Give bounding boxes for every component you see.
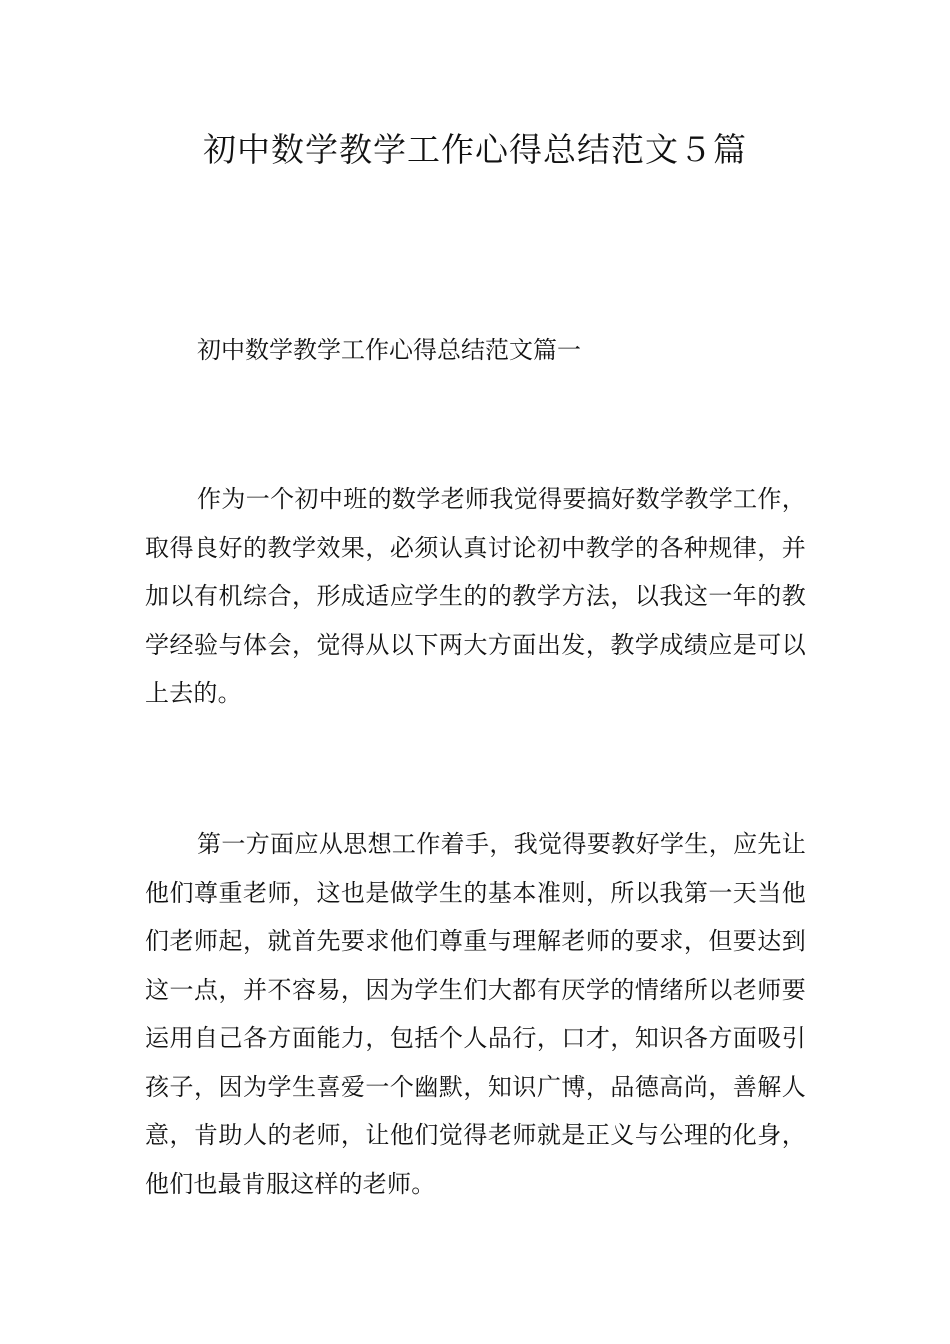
body-paragraph-2: 第一方面应从思想工作着手，我觉得要教好学生，应先让他们尊重老师，这也是做学生的基本准则，所以我第一天当他们老师起，就首先要求他们尊重与理解老师的要求，但要达到这一点，并不容易，因为学生们大都有厌学的情绪所以老师要运用自己各方面能力，包括个人品行，口才，知识各方面吸引孩子，因为学生喜爱一个幽默，知识广博，品德高尚，善解人意，肯助人的老师，让他们觉得老师就是正义与公理的化身，他们也最肯服这样的老师。 xyxy=(145,830,806,1198)
document-title: 初中数学教学工作心得总结范文５篇 xyxy=(203,130,747,169)
body-paragraph-1: 作为一个初中班的数学老师我觉得要搞好数学教学工作，取得良好的教学效果，必须认真讨论初中教学的各种规律，并加以有机综合，形成适应学生的的教学方法，以我这一年的教学经验与体会，觉得从以下两大方面出发，教学成绩应是可以上去的。 xyxy=(145,485,806,707)
section-heading: 初中数学教学工作心得总结范文篇一 xyxy=(197,336,581,364)
